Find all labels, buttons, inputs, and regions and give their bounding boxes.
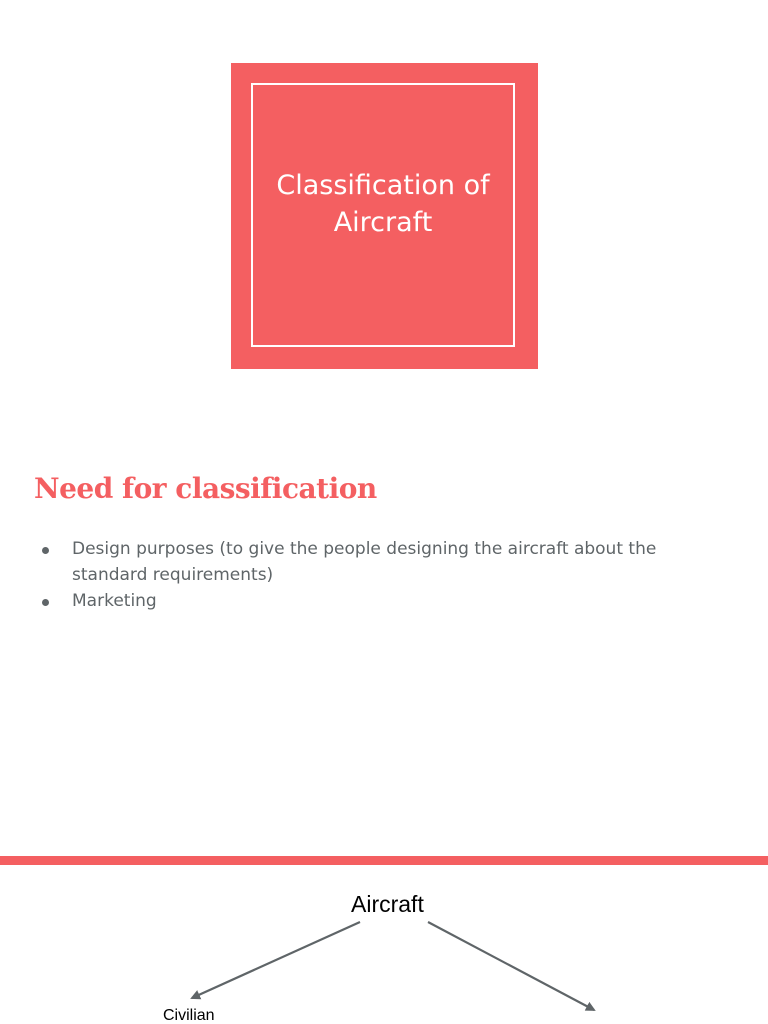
- bullet-list: [34, 536, 734, 614]
- title-slide: [0, 0, 768, 432]
- bullet-item: [34, 588, 734, 614]
- bullet-text: Design purposes (to give the people designing the aircraft about the standard requirements): [72, 539, 657, 585]
- root-node-label: Aircraft: [351, 891, 424, 917]
- slide-title: Classification of Aircraft: [276, 170, 490, 238]
- slide-divider: [0, 856, 768, 865]
- title-frame: [251, 83, 515, 347]
- arrow-left: [192, 922, 360, 998]
- section-heading: Need for classification: [34, 472, 377, 505]
- tree-diagram: [0, 865, 768, 1024]
- bullet-text: Marketing: [72, 591, 157, 611]
- bullet-icon: [42, 599, 49, 606]
- bullet-icon: [42, 547, 49, 554]
- arrow-right: [428, 922, 594, 1010]
- content-slide: [0, 432, 768, 856]
- bullet-item: [34, 536, 734, 588]
- title-box: [231, 63, 538, 369]
- diagram-slide: [0, 865, 768, 1024]
- child-node-label: Civilian: [163, 1007, 215, 1024]
